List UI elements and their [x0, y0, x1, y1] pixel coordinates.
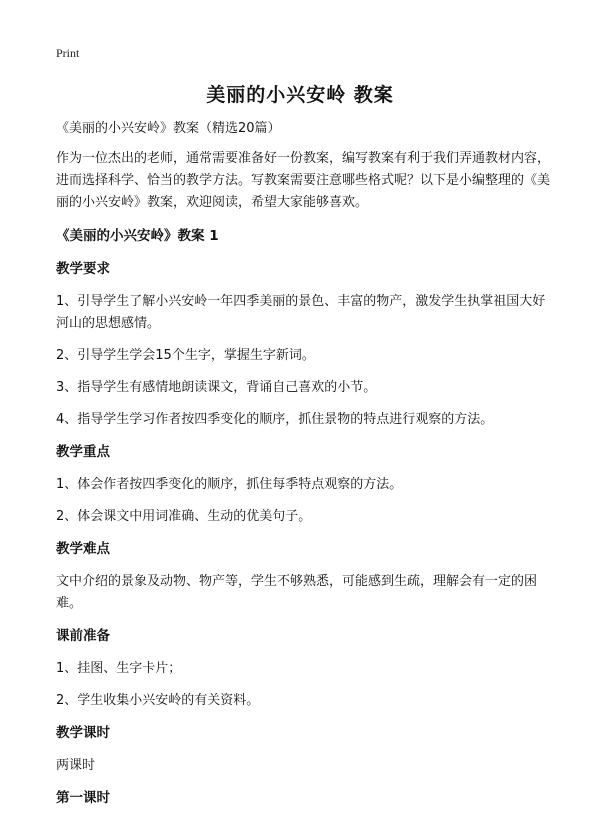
teaching-requirements-heading: 教学要求 [56, 261, 110, 277]
preparation-item-2: 2、学生收集小兴安岭的有关资料。 [56, 693, 260, 708]
print-label: Print [56, 46, 80, 60]
intro-paragraph: 作为一位杰出的老师，通常需要准备好一份教案，编写教案有利于我们弄通教材内容，进而选择科学、恰当的教学方法。写教案需要注意哪些格式呢？以下是小编整理的《美丽的小兴安岭》教案，欢迎阅读，希望大家能够喜欢。 [56, 151, 551, 210]
focus-item-1: 1、体会作者按四季变化的顺序，抓住每季特点观察的方法。 [56, 477, 403, 492]
document-subtitle: 《美丽的小兴安岭》教案（精选20篇） [56, 121, 281, 136]
document-content [56, 118, 550, 820]
requirement-item-3: 3、指导学生有感情地朗读课文，背诵自己喜欢的小节。 [56, 380, 377, 395]
teaching-focus-heading: 教学重点 [56, 444, 110, 460]
teaching-difficulty-heading: 教学难点 [56, 541, 110, 557]
preparation-item-1: 1、挂图、生字卡片； [56, 661, 182, 676]
focus-item-2: 2、体会课文中用词准确、生动的优美句子。 [56, 509, 312, 524]
requirement-item-4: 4、指导学生学习作者按四季变化的顺序，抓住景物的特点进行观察的方法。 [56, 412, 494, 427]
requirement-item-2: 2、引导学生学会15个生字，掌握生字新词。 [56, 348, 315, 363]
page-title: 美丽的小兴安岭 教案 [206, 84, 394, 106]
teaching-difficulty-text: 文中介绍的景象及动物、物产等，学生不够熟悉，可能感到生疏，理解会有一定的困难。 [56, 574, 538, 611]
class-hours-text: 两课时 [56, 758, 96, 773]
requirement-item-1: 1、引导学生了解小兴安岭一年四季美丽的景色、丰富的物产，激发学生执掌祖国大好河山的思想感情。 [56, 294, 546, 331]
class-hours-heading: 教学课时 [56, 725, 110, 741]
preparation-heading: 课前准备 [56, 628, 110, 644]
first-period-heading: 第一课时 [56, 790, 110, 806]
section-title: 《美丽的小兴安岭》教案 1 [56, 228, 219, 244]
